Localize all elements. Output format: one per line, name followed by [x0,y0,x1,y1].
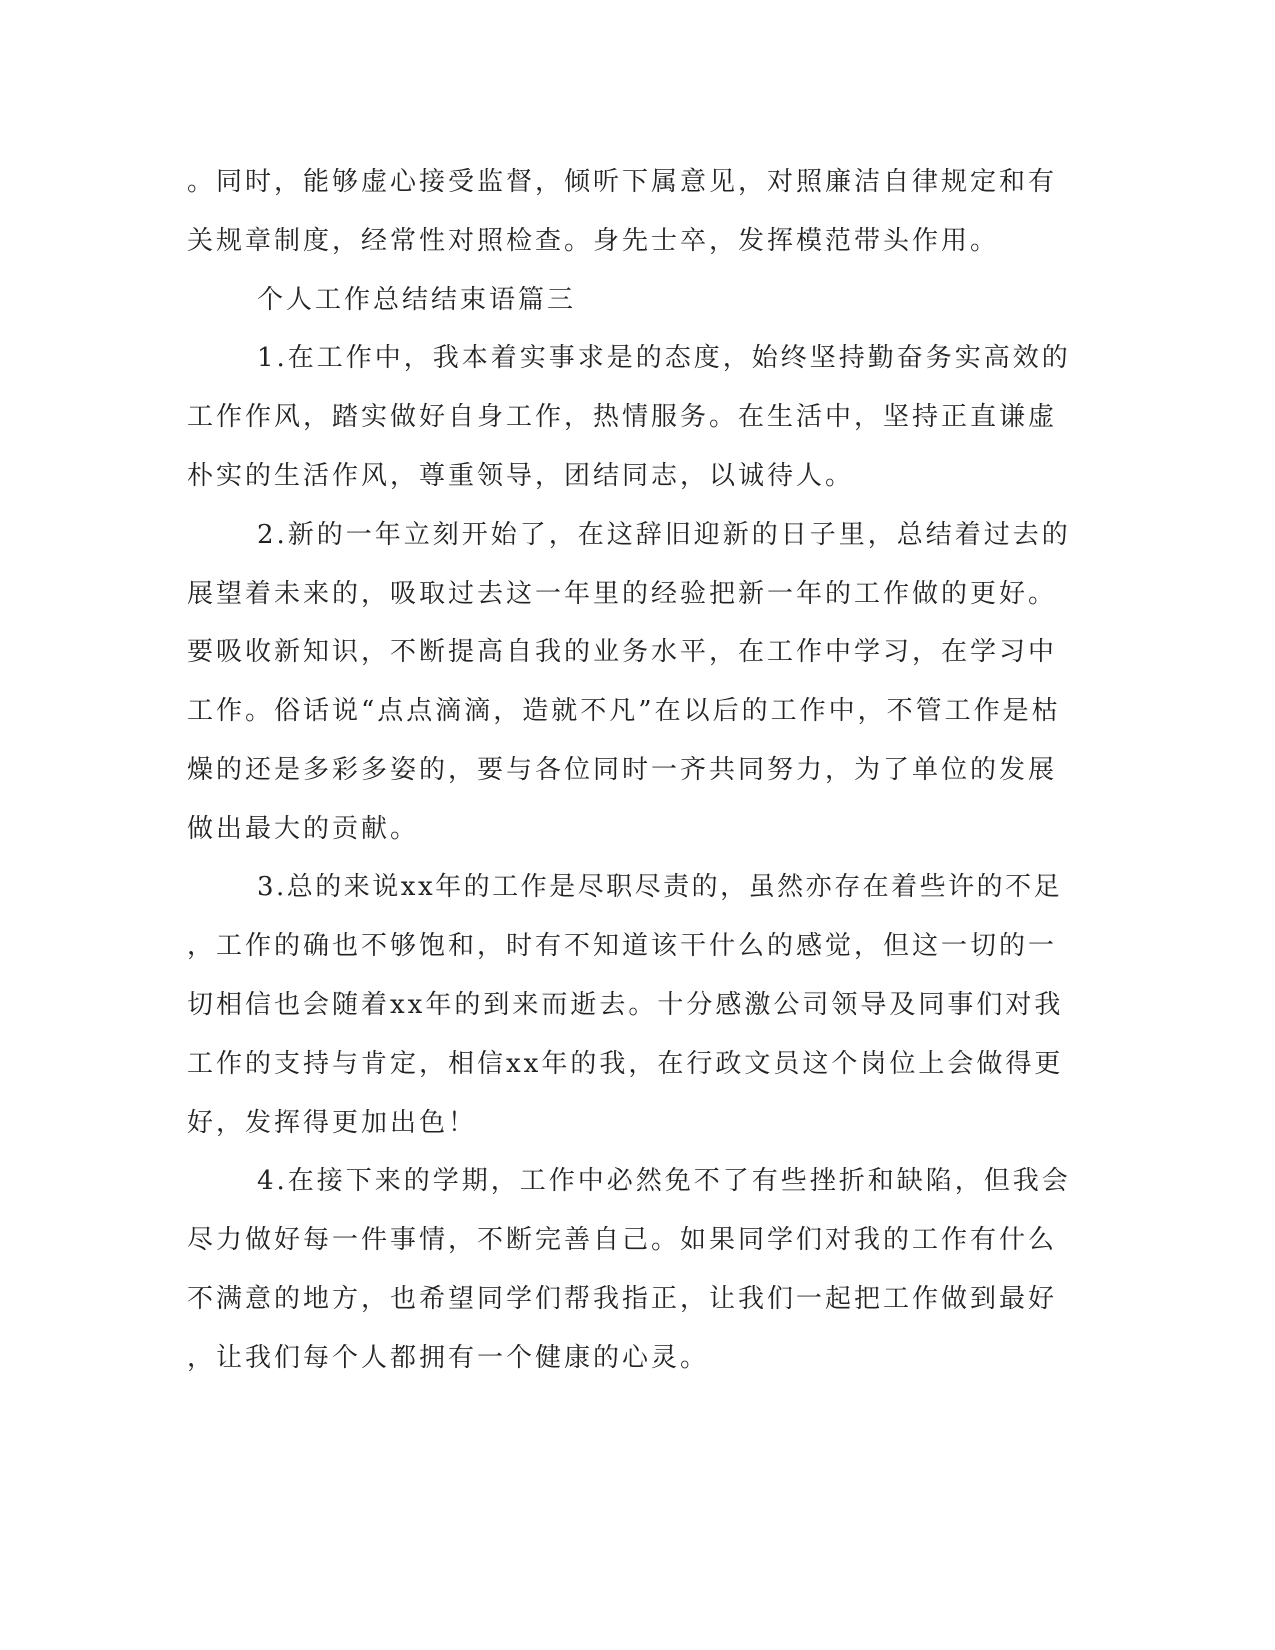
paragraph-line: 做出最大的贡献。 [187,814,420,844]
paragraph-line: 尽力做好每一件事情，不断完善自己。如果同学们对我的工作有什么 [187,1225,1058,1255]
paragraph-line: 燥的还是多彩多姿的，要与各位同时一齐共同努力，为了单位的发展 [187,755,1058,785]
paragraph-line: 朴实的生活作风，尊重领导，团结同志，以诚待人。 [187,461,855,491]
paragraph-line: 不满意的地方，也希望同学们帮我指正，让我们一起把工作做到最好 [187,1284,1058,1314]
paragraph-line: 好，发挥得更加出色！ [187,1108,478,1138]
paragraph-line: 3.总的来说xx年的工作是尽职尽责的，虽然亦存在着些许的不足 [257,872,1063,902]
paragraph-line: 。同时，能够虚心接受监督，倾听下属意见，对照廉洁自律规定和有 [187,167,1058,197]
section-heading: 个人工作总结结束语篇三 [257,285,577,315]
paragraph-line: 4.在接下来的学期，工作中必然免不了有些挫折和缺陷，但我会 [257,1166,1071,1196]
paragraph-line: 要吸收新知识，不断提高自我的业务水平，在工作中学习，在学习中 [187,637,1058,667]
paragraph-line: ，让我们每个人都拥有一个健康的心灵。 [187,1343,710,1373]
paragraph-line: 切相信也会随着xx年的到来而逝去。十分感激公司领导及同事们对我 [187,990,1064,1020]
paragraph-line: 关规章制度，经常性对照检查。身先士卒，发挥模范带头作用。 [187,226,1000,256]
paragraph-line: 2.新的一年立刻开始了，在这辞旧迎新的日子里，总结着过去的 [257,520,1071,550]
paragraph-line: 1.在工作中，我本着实事求是的态度，始终坚持勤奋务实高效的 [257,343,1071,373]
paragraph-line: 工作的支持与肯定，相信xx年的我，在行政文员这个岗位上会做得更 [187,1049,1064,1079]
paragraph-line: 工作。俗话说“点点滴滴，造就不凡”在以后的工作中，不管工作是枯 [187,696,1061,726]
paragraph-line: 展望着未来的，吸取过去这一年里的经验把新一年的工作做的更好。 [187,579,1058,609]
paragraph-line: 工作作风，踏实做好自身工作，热情服务。在生活中，坚持正直谦虚 [187,402,1058,432]
paragraph-line: ，工作的确也不够饱和，时有不知道该干什么的感觉，但这一切的一 [187,931,1058,961]
